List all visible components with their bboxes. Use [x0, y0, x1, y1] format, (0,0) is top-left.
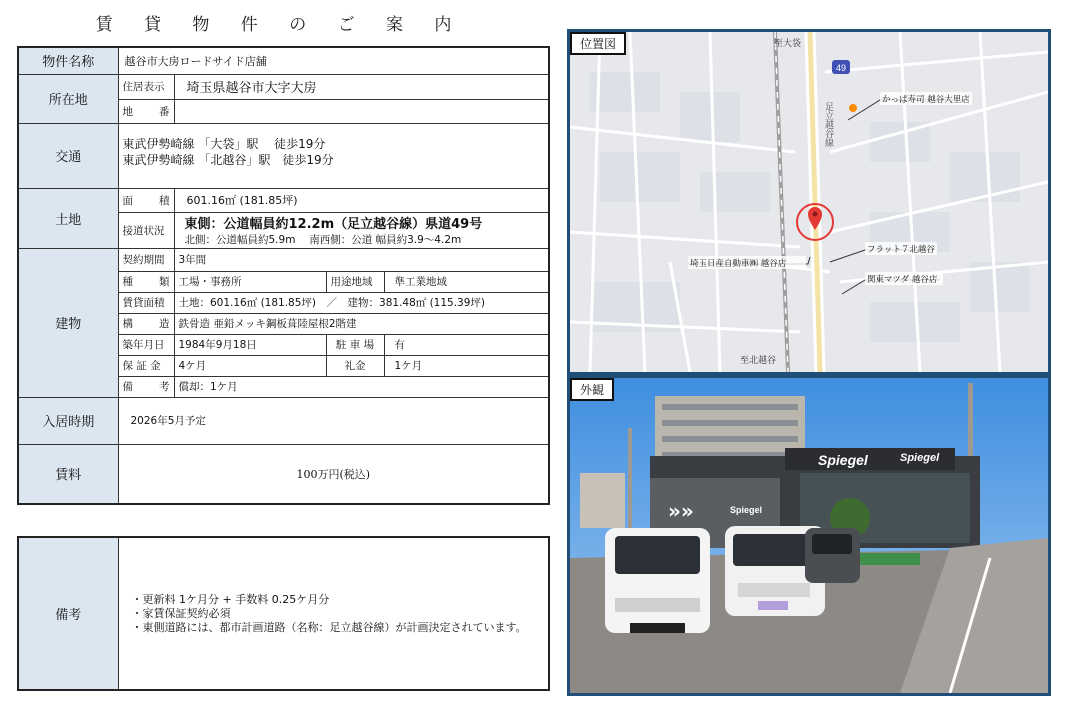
zone-label: 用途地域 — [326, 271, 384, 292]
location-label: 所在地 — [18, 74, 118, 123]
parking-value: 有 — [384, 334, 549, 355]
property-table — [17, 46, 550, 505]
lease-area-value: 土地：601.16㎡ (181.85坪) ／ 建物：381.48㎡ (115.39坪) — [174, 292, 549, 313]
land-area-label: 面 積 — [118, 188, 174, 212]
rent-value: 100万円(税込) — [118, 444, 549, 504]
route-49-text: 49 — [835, 63, 847, 73]
page-title: 賃 貸 物 件 の ご 案 内 — [95, 15, 465, 35]
deposit-value: 4ケ月 — [174, 355, 326, 376]
key-money-value: 1ケ月 — [384, 355, 549, 376]
transport-line: 東武伊勢崎線 「北越谷」駅 徒歩19分 — [122, 152, 334, 167]
map-label-kanto-mazda: 関東マツダ 越谷店 — [867, 275, 938, 285]
lot-label: 地 番 — [118, 99, 174, 123]
remarks-table — [17, 536, 550, 691]
building-label: 建物 — [18, 248, 118, 397]
remarks-label: 備考 — [18, 537, 118, 690]
structure-label: 構 造 — [118, 313, 174, 334]
spiegel-sign: Spiegel — [900, 452, 940, 464]
road-value — [174, 212, 549, 248]
move-in-value: 2026年5月予定 — [118, 397, 549, 444]
remarks-item: ・家賃保証契約必須 — [131, 606, 231, 620]
move-in-label: 入居時期 — [18, 397, 118, 444]
map-canvas — [570, 32, 1048, 372]
address-value: 埼玉県越谷市大字大房 — [174, 74, 549, 99]
chevron-arrows-icon: »» — [668, 499, 694, 523]
property-name-label: 物件名称 — [18, 47, 118, 74]
parking-label: 駐 車 場 — [326, 334, 384, 355]
road-main: 東側：公道幅員約12.2m（足立越谷線）県道49号 — [184, 217, 483, 232]
kappa-poi-icon — [849, 104, 857, 112]
land-label: 土地 — [18, 188, 118, 248]
exterior-photo — [567, 375, 1051, 696]
term-value: 3年間 — [174, 248, 549, 271]
built-value: 1984年9月18日 — [174, 334, 326, 355]
built-label: 築年月日 — [118, 334, 174, 355]
spiegel-sign: Spiegel — [730, 505, 763, 515]
photo-label: 外観 — [570, 378, 614, 401]
road-label: 接道状況 — [118, 212, 174, 248]
type-value: 工場・事務所 — [174, 271, 326, 292]
remarks-list — [120, 593, 548, 635]
remarks-content — [118, 537, 549, 690]
map-label-saitama-nissan: 埼玉日産自動車㈱ 越谷店 — [690, 259, 787, 269]
transport-line: 東武伊勢崎線 「大袋」駅 徒歩19分 — [122, 136, 326, 151]
map-label-kitakoshigaya: 至北越谷 — [740, 356, 777, 366]
zone-value: 準工業地域 — [384, 271, 549, 292]
map-label-daibukuro: 至大袋 — [774, 39, 802, 49]
property-name: 越谷市大房ロードサイド店舗 — [118, 47, 549, 74]
structure-value: 鉄骨造 亜鉛メッキ鋼板葺陸屋根2階建 — [174, 313, 549, 334]
transport-value — [118, 123, 549, 188]
lease-area-label: 賃貸面積 — [118, 292, 174, 313]
building-note-value: 償却：1ケ月 — [174, 376, 549, 397]
location-map — [567, 29, 1051, 375]
land-area-value: 601.16㎡ (181.85坪) — [174, 188, 549, 212]
transport-label: 交通 — [18, 123, 118, 188]
deposit-label: 保 証 金 — [118, 355, 174, 376]
term-label: 契約期間 — [118, 248, 174, 271]
building-note-label: 備 考 — [118, 376, 174, 397]
remarks-item: ・更新料 1ケ月分 + 手数料 0.25ケ月分 — [131, 592, 330, 606]
map-label-flat7: フラット７北越谷 — [867, 245, 935, 255]
remarks-item: ・東側道路には、都市計画道路（名称：足立越谷線）が計画決定されています。 — [131, 620, 527, 634]
road-name-label: 足立越谷線 — [823, 102, 833, 147]
spiegel-sign: Spiegel — [818, 452, 868, 468]
white-van-1 — [605, 528, 710, 633]
photo-canvas — [570, 378, 1048, 693]
type-label: 種 類 — [118, 271, 174, 292]
lot-value — [174, 99, 549, 123]
dark-car — [805, 528, 860, 583]
map-label: 位置図 — [570, 32, 626, 55]
rent-label: 賃料 — [18, 444, 118, 504]
key-money-label: 礼金 — [326, 355, 384, 376]
map-label-kappa: かっぱ寿司 越谷大里店 — [882, 95, 970, 105]
road-sub: 北側：公道幅員約5.9m 南西側：公道 幅員約3.9～4.2m — [184, 234, 462, 246]
address-label: 住居表示 — [118, 74, 174, 99]
